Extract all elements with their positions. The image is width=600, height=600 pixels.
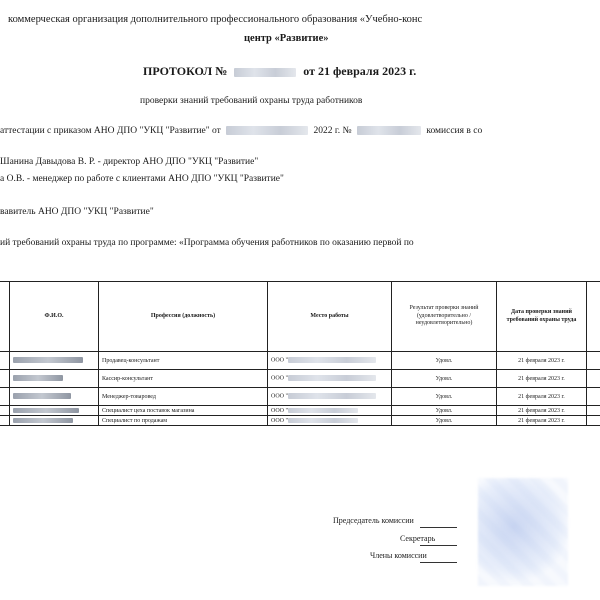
redacted-order-number	[357, 126, 421, 135]
redacted-company	[288, 357, 376, 363]
cell-name	[10, 406, 99, 416]
org-name-line2: центр «Развитие»	[244, 33, 329, 44]
commission-suffix: комиссия в со	[426, 126, 483, 136]
redacted-company	[288, 375, 376, 381]
redacted-name	[13, 408, 79, 413]
header-position: Профессия (должность)	[99, 282, 268, 352]
redacted-company	[288, 408, 358, 413]
cell-date: 21 февраля 2023 г.	[497, 370, 587, 388]
org-name-line1: коммерческая организация дополнительного профессионального образования «Учебно-конс	[8, 14, 423, 25]
commission-line	[0, 126, 482, 136]
cell-position: Менеджер-товаровед	[99, 388, 268, 406]
protocol-label: ПРОТОКОЛ №	[143, 64, 228, 78]
table-row	[0, 370, 600, 388]
cell-index	[0, 370, 10, 388]
cell-workplace	[268, 388, 392, 406]
redacted-protocol-number	[234, 68, 296, 77]
cell-date: 21 февраля 2023 г.	[497, 406, 587, 416]
protocol-date: от 21 февраля 2023 г.	[303, 64, 417, 78]
cell-result: Удовл.	[392, 406, 497, 416]
cell-position: Специалист по продажам	[99, 416, 268, 426]
cell-extra	[587, 388, 600, 406]
table-header-row	[0, 282, 600, 352]
cell-date: 21 февраля 2023 г.	[497, 416, 587, 426]
workplace-prefix: ООО "	[271, 417, 288, 424]
cell-index	[0, 352, 10, 370]
cell-index	[0, 406, 10, 416]
table-row	[0, 406, 600, 416]
header-index	[0, 282, 10, 352]
signature-chair-label: Председатель комиссии	[333, 516, 414, 525]
cell-result: Удовл.	[392, 370, 497, 388]
header-date: Дата проверки знаний требований охраны труда	[497, 282, 587, 352]
redacted-name	[13, 375, 63, 381]
cell-name	[10, 370, 99, 388]
signature-members-line	[420, 562, 457, 563]
header-name: Ф.И.О.	[10, 282, 99, 352]
commission-mid: 2022 г. №	[313, 126, 352, 136]
cell-date: 21 февраля 2023 г.	[497, 388, 587, 406]
cell-position: Специалист цеха поставок магазина	[99, 406, 268, 416]
cell-result: Удовл.	[392, 352, 497, 370]
redacted-order-date	[226, 126, 308, 135]
organization-seal	[478, 478, 568, 586]
workplace-prefix: ООО "	[271, 393, 288, 400]
table-row	[0, 416, 600, 426]
protocol-title	[143, 64, 416, 79]
table-row	[0, 352, 600, 370]
cell-index	[0, 388, 10, 406]
cell-date: 21 февраля 2023 г.	[497, 352, 587, 370]
header-workplace: Место работы	[268, 282, 392, 352]
cell-result: Удовл.	[392, 388, 497, 406]
program-line: ий требований охраны труда по программе: «Программа обучения работников по оказанию первой по	[0, 238, 414, 248]
redacted-name	[13, 357, 83, 363]
header-extra	[587, 282, 600, 352]
redacted-company	[288, 393, 376, 399]
commission-prefix: аттестации с приказом АНО ДПО "УКЦ "Развитие" от	[0, 126, 221, 136]
cell-extra	[587, 406, 600, 416]
cell-index	[0, 416, 10, 426]
cell-workplace	[268, 352, 392, 370]
header-result: Результат проверки знаний (удовлетворительно / неудовлетворительно)	[392, 282, 497, 352]
cell-workplace	[268, 370, 392, 388]
commission-member-1: Шанина Давыдова В. Р. - директор АНО ДПО "УКЦ "Развитие"	[0, 157, 259, 167]
cell-name	[10, 416, 99, 426]
signature-secretary-label: Секретарь	[400, 534, 436, 543]
signature-chair-line	[420, 527, 457, 528]
cell-extra	[587, 370, 600, 388]
cell-name	[10, 352, 99, 370]
cell-position: Продавец-консультант	[99, 352, 268, 370]
cell-position: Кассир-консультант	[99, 370, 268, 388]
table-row	[0, 388, 600, 406]
cell-workplace	[268, 416, 392, 426]
commission-member-2: а О.В. - менеджер по работе с клиентами АНО ДПО "УКЦ "Развитие"	[0, 174, 284, 184]
workplace-prefix: ООО "	[271, 375, 288, 382]
redacted-company	[288, 418, 358, 423]
signature-secretary-line	[420, 545, 457, 546]
results-table	[0, 281, 600, 426]
commission-representative: вавитель АНО ДПО "УКЦ "Развитие"	[0, 207, 154, 217]
cell-name	[10, 388, 99, 406]
redacted-name	[13, 418, 73, 423]
workplace-prefix: ООО "	[271, 407, 288, 414]
redacted-name	[13, 393, 71, 399]
signature-members-label: Члены комиссии	[370, 551, 427, 560]
workplace-prefix: ООО "	[271, 357, 288, 364]
cell-workplace	[268, 406, 392, 416]
cell-result: Удовл.	[392, 416, 497, 426]
cell-extra	[587, 352, 600, 370]
cell-extra	[587, 416, 600, 426]
protocol-subtitle: проверки знаний требований охраны труда работников	[140, 96, 363, 106]
